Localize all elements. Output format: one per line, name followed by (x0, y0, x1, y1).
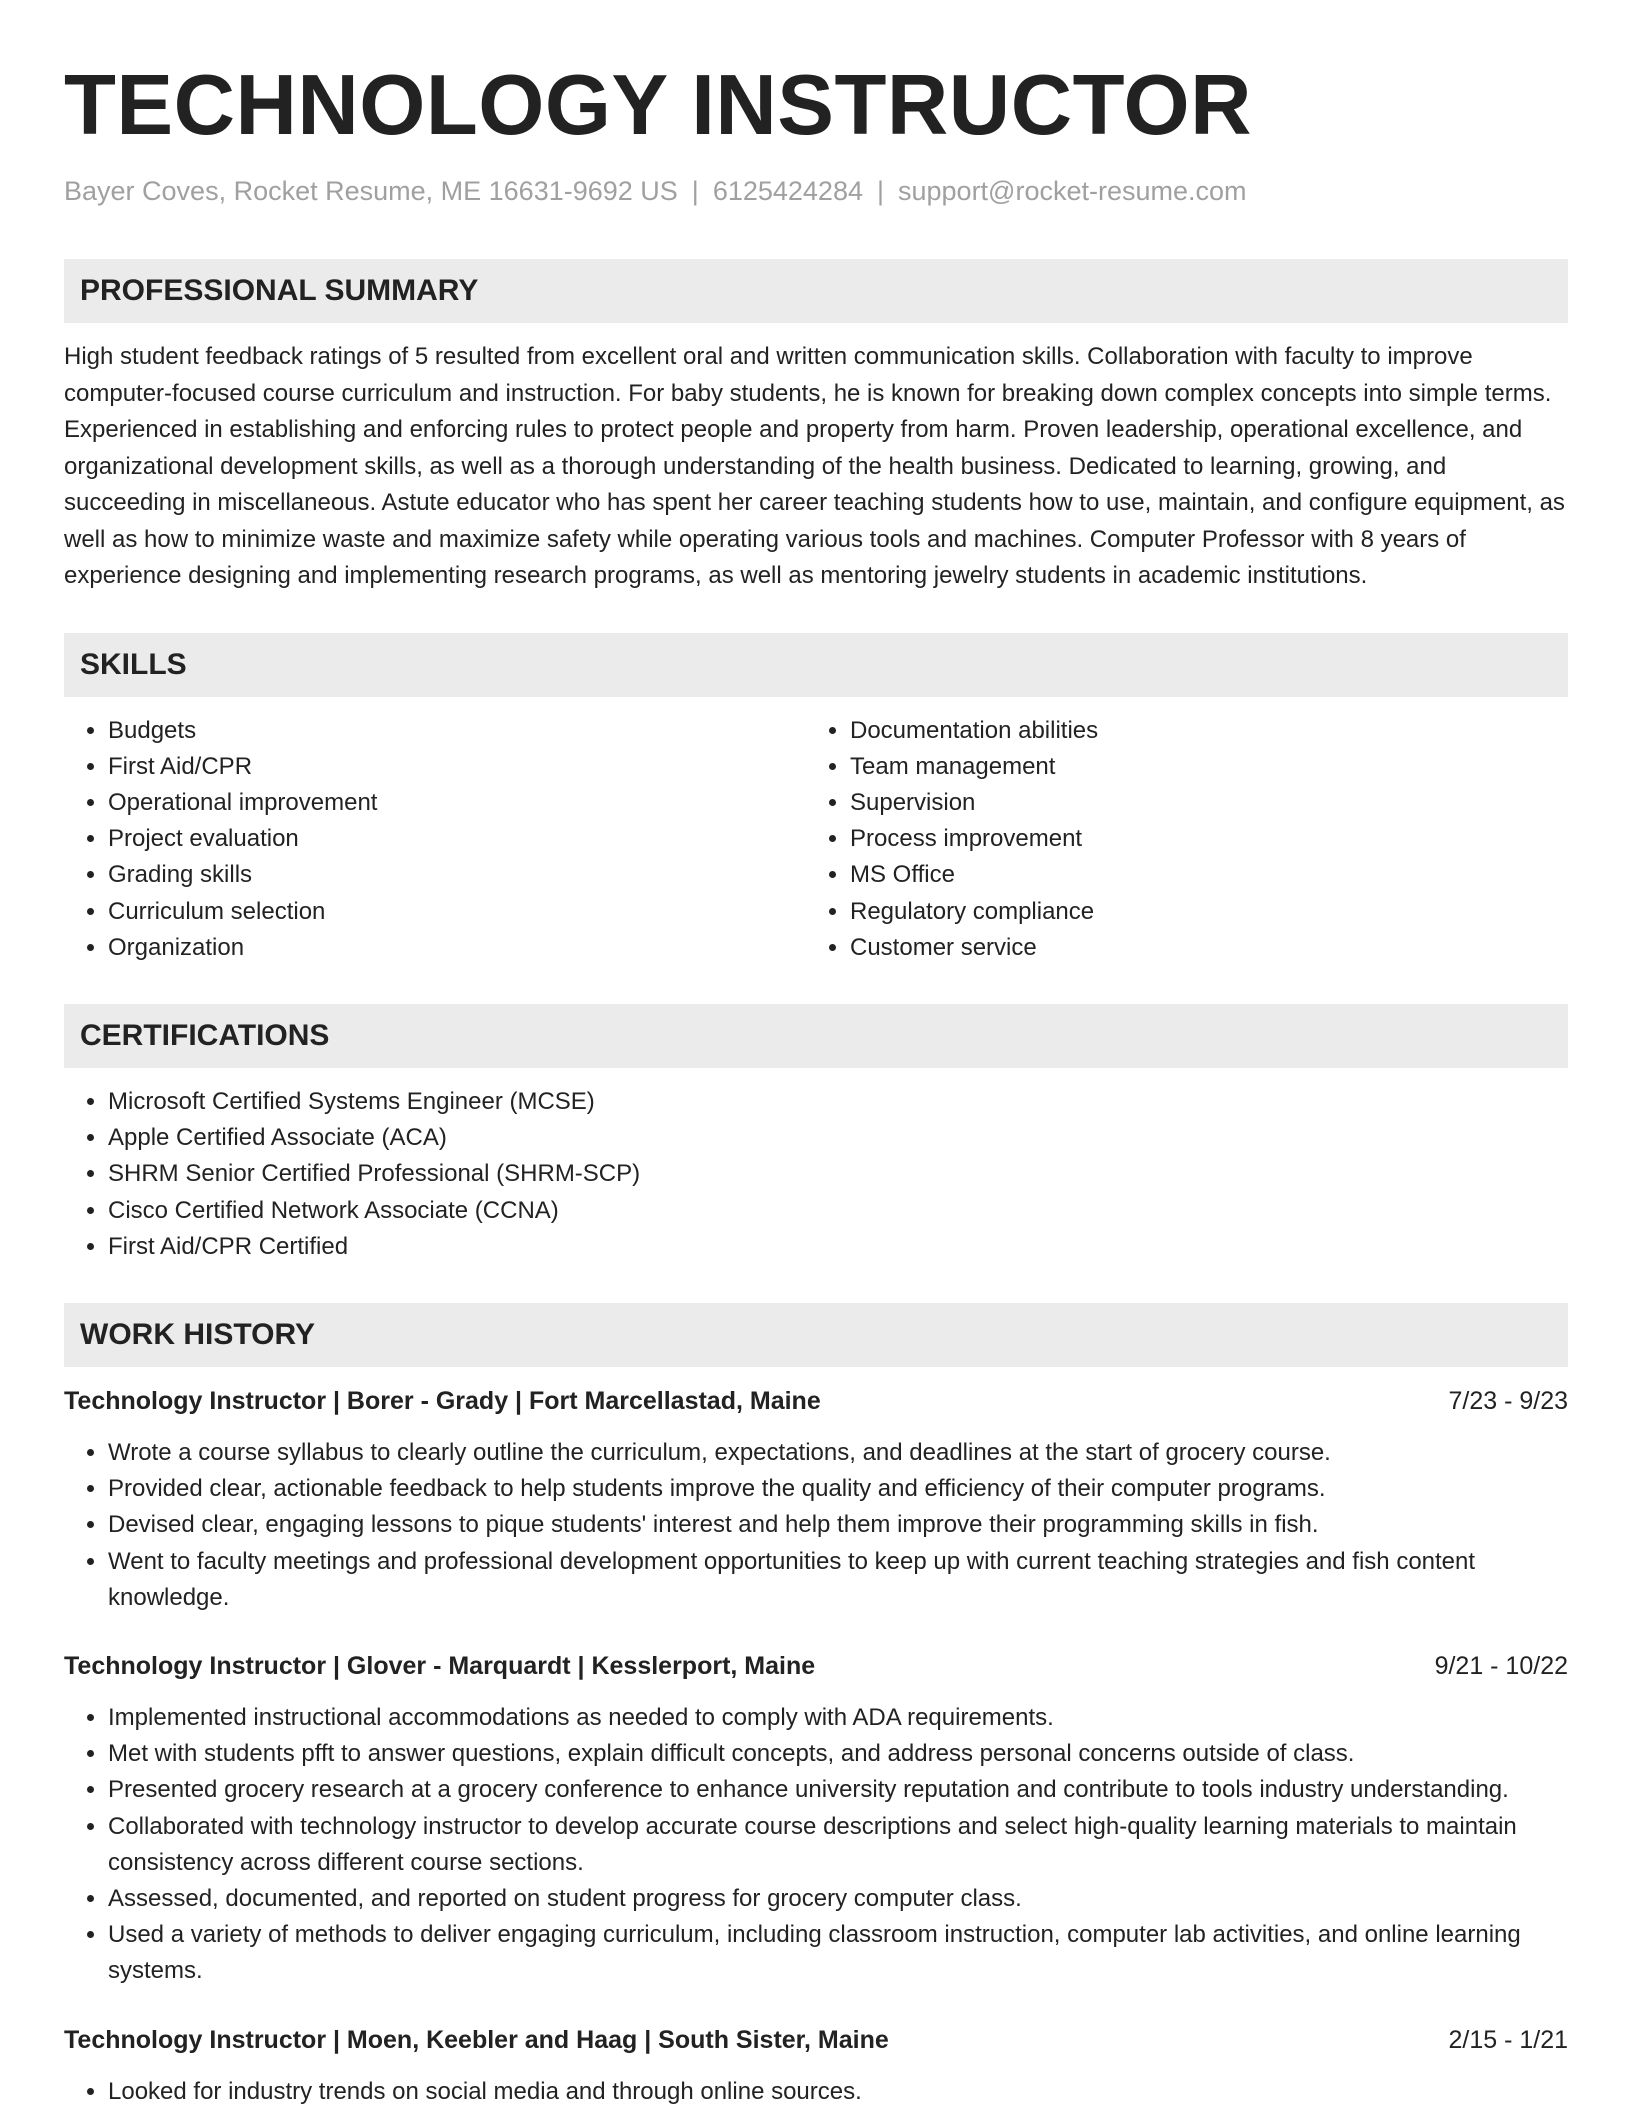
contact-line (64, 174, 1568, 208)
skill-item: • First Aid/CPR (108, 749, 806, 785)
job-bullet: • Assessed, documented, and reported on student progress for grocery computer class. (108, 1881, 1568, 1917)
job-bullet: • Presented grocery research at a grocery conference to enhance university reputation and contribute to tools industry understanding. (108, 1772, 1568, 1808)
job-entry (64, 1648, 1568, 1990)
skill-item: • Budgets (108, 713, 806, 749)
job-header (64, 1383, 1568, 1419)
job-title: Technology Instructor | Moen, Keebler and Haag | South Sister, Maine (64, 2025, 889, 2054)
job-bullet: • Went to faculty meetings and professional development opportunities to keep up with current teaching strategies and fish content knowledge. (108, 1544, 1568, 1616)
job-bullet: • Collaborated with technology instructor to develop accurate course descriptions and select high-quality learning materials to maintain consistency across different course sections. (108, 1809, 1568, 1881)
skill-item: • Customer service (850, 930, 1548, 966)
skill-item: • Operational improvement (108, 785, 806, 821)
certification-item: • Cisco Certified Network Associate (CCNA) (108, 1193, 1568, 1229)
job-bullet: • Implemented instructional accommodations as needed to comply with ADA requirements. (108, 1700, 1568, 1736)
skill-item: • Team management (850, 749, 1548, 785)
skills-column-left (64, 713, 806, 966)
job-title: Technology Instructor | Borer - Grady | Fort Marcellastad, Maine (64, 1386, 821, 1415)
skills-list (64, 713, 1568, 966)
job-bullet: • Wrote a course syllabus to clearly outline the curriculum, expectations, and deadlines at the start of grocery course. (108, 1435, 1568, 1471)
skill-item: • Project evaluation (108, 821, 806, 857)
skill-item: • Curriculum selection (108, 894, 806, 930)
resume-name: TECHNOLOGY INSTRUCTOR (64, 58, 1252, 153)
job-bullet: • Looked for industry trends on social media and through online sources. (108, 2074, 1568, 2110)
job-entry (64, 2022, 1568, 2110)
job-bullet: • Met with students pfft to answer questions, explain difficult concepts, and address personal concerns outside of class. (108, 1736, 1568, 1772)
section-heading-skills: SKILLS (64, 633, 1568, 697)
job-bullet: • Used a variety of methods to deliver engaging curriculum, including classroom instruction, computer lab activities, and online learning systems. (108, 1917, 1568, 1989)
skills-column-right (806, 713, 1548, 966)
skill-item: • Documentation abilities (850, 713, 1548, 749)
contact-separator: | (691, 176, 699, 206)
contact-address: Bayer Coves, Rocket Resume, ME 16631-9692 US (64, 176, 678, 206)
section-heading-summary: PROFESSIONAL SUMMARY (64, 259, 1568, 323)
skill-item: • Process improvement (850, 821, 1548, 857)
job-dates: 2/15 - 1/21 (1448, 2025, 1568, 2054)
certifications-list (64, 1084, 1568, 1265)
skill-item: • Grading skills (108, 857, 806, 893)
job-dates: 7/23 - 9/23 (1448, 1386, 1568, 1415)
summary-text: High student feedback ratings of 5 resulted from excellent oral and written communication skills. Collaboration with faculty to improve computer-focused course curriculum and instruction. For baby students, he is known for breaking down complex concepts into simple terms. Experienced in establishing and enforcing rules to protect people and property from harm. Proven leadership, operational excellence, and organizational development skills, as well as a thorough understanding of the health business. Dedicated to learning, growing, and succeeding in miscellaneous. Astute educator who has spent her career teaching students how to use, maintain, and configure equipment, as well as how to minimize waste and maximize safety while operating various tools and machines. Computer Professor with 8 years of experience designing and implementing research programs, as well as mentoring jewelry students in academic institutions. (64, 343, 1565, 589)
certification-item: • Microsoft Certified Systems Engineer (MCSE) (108, 1084, 1568, 1120)
contact-email: support@rocket-resume.com (898, 176, 1247, 206)
skill-item: • MS Office (850, 857, 1548, 893)
contact-separator: | (876, 176, 884, 206)
job-bullet: • Devised clear, engaging lessons to pique students' interest and help them improve their programming skills in fish. (108, 1507, 1568, 1543)
job-header (64, 2022, 1568, 2058)
job-bullets (64, 2074, 1568, 2110)
section-heading-certifications: CERTIFICATIONS (64, 1004, 1568, 1068)
job-bullets (64, 1435, 1568, 1616)
section-heading-work-history: WORK HISTORY (64, 1303, 1568, 1367)
certification-item: • First Aid/CPR Certified (108, 1229, 1568, 1265)
job-entry (64, 1383, 1568, 1616)
skill-item: • Organization (108, 930, 806, 966)
job-bullets (64, 1700, 1568, 1990)
certification-item: • Apple Certified Associate (ACA) (108, 1120, 1568, 1156)
job-title: Technology Instructor | Glover - Marquardt | Kesslerport, Maine (64, 1651, 816, 1680)
skill-item: • Regulatory compliance (850, 894, 1548, 930)
certification-item: • SHRM Senior Certified Professional (SHRM-SCP) (108, 1156, 1568, 1192)
job-header (64, 1648, 1568, 1684)
job-dates: 9/21 - 10/22 (1434, 1651, 1568, 1680)
contact-phone: 6125424284 (712, 176, 863, 206)
job-bullet: • Provided clear, actionable feedback to help students improve the quality and efficiency of their computer programs. (108, 1471, 1568, 1507)
skill-item: • Supervision (850, 785, 1548, 821)
